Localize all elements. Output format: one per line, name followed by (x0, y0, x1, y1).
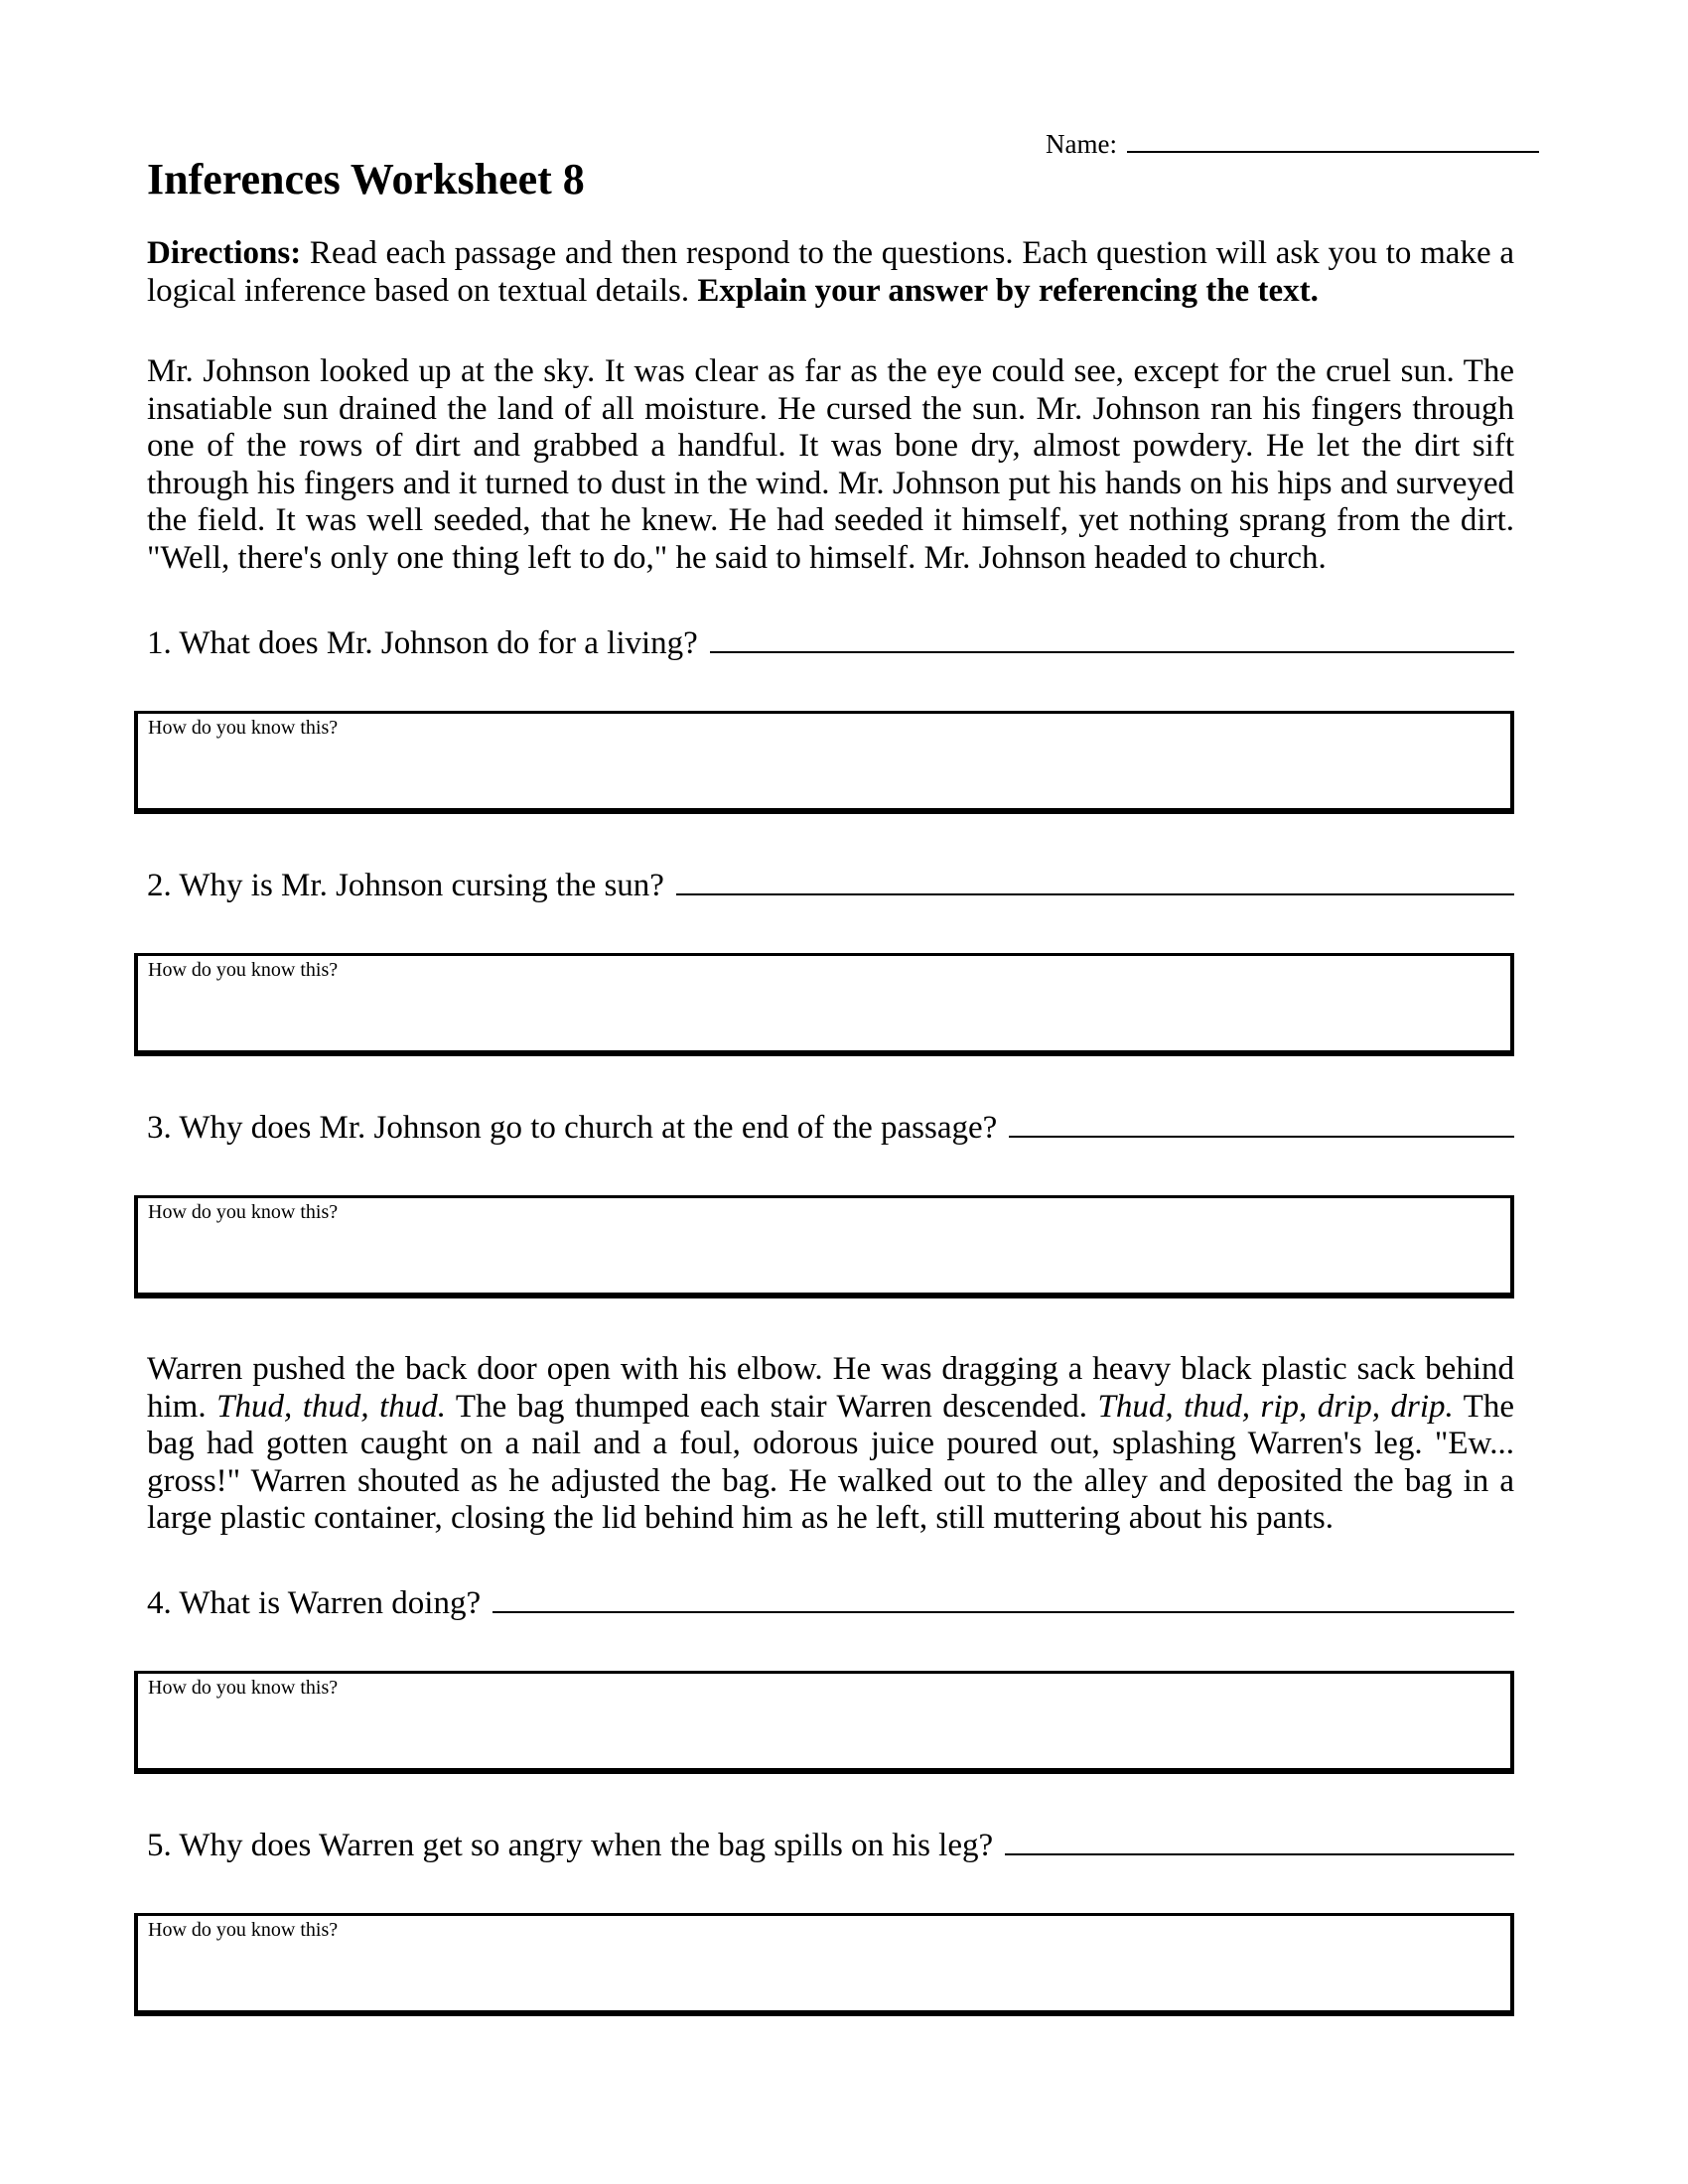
question-5-blank-line[interactable] (1005, 1820, 1514, 1855)
question-5 (147, 1820, 1514, 1867)
passage-2-segment: The bag thumped each stair Warren descended. (446, 1388, 1098, 1425)
directions-body: Read each passage and then respond to the questions. Each question will ask you to make a logical inference based on textual details. (147, 235, 1514, 309)
answer-box-4-label: How do you know this? (148, 1676, 339, 1699)
question-3 (147, 1102, 1514, 1150)
worksheet-title: Inferences Worksheet 8 (147, 155, 585, 204)
passage-1: Mr. Johnson looked up at the sky. It was clear as far as the eye could see, except for the cruel sun. The insatiable sun drained the land of all moisture. He cursed the sun. Mr. Johnson ran his fingers through one of the rows of dirt and grabbed a handful. It was bone dry, almost powdery. He let the dirt sift through his fingers and it turned to dust in the wind. Mr. Johnson put his hands on his hips and surveyed the field. It was well seeded, that he knew. He had seeded it himself, yet nothing sprang from the dirt. "Well, there's only one thing left to do," he said to himself. Mr. Johnson headed to church. (147, 353, 1514, 576)
answer-box-3-label: How do you know this? (148, 1201, 339, 1223)
question-2-blank-line[interactable] (676, 860, 1514, 895)
question-1-blank-line[interactable] (710, 617, 1514, 653)
question-1-text: 1. What does Mr. Johnson do for a living? (147, 625, 698, 661)
name-label: Name: (1046, 129, 1117, 159)
passage-2-segment: Warren pushed the back door open with his elbow. He was dragging a heavy black plastic sack behind him. (147, 1351, 1514, 1425)
directions-emphasis: Explain your answer by referencing the text. (697, 272, 1319, 309)
question-4-blank-line[interactable] (492, 1577, 1514, 1613)
answer-box-5[interactable] (134, 1913, 1514, 2016)
question-4 (147, 1577, 1514, 1625)
answer-box-1[interactable] (134, 711, 1514, 814)
question-4-text: 4. What is Warren doing? (147, 1584, 482, 1621)
answer-box-2[interactable] (134, 953, 1514, 1056)
worksheet-content (147, 0, 1514, 2016)
passage-2 (147, 1351, 1514, 1538)
question-2 (147, 860, 1514, 907)
directions-paragraph (147, 235, 1514, 310)
answer-box-5-label: How do you know this? (148, 1918, 339, 1941)
answer-box-2-label: How do you know this? (148, 959, 339, 981)
answer-box-3[interactable] (134, 1195, 1514, 1298)
question-1 (147, 617, 1514, 665)
directions-label: Directions: (147, 235, 302, 271)
passage-2-italic-segment: Thud, thud, thud. (216, 1388, 447, 1425)
question-5-text: 5. Why does Warren get so angry when the bag spills on his leg? (147, 1827, 994, 1863)
question-2-text: 2. Why is Mr. Johnson cursing the sun? (147, 868, 664, 903)
answer-box-4[interactable] (134, 1671, 1514, 1774)
passage-2-italic-segment: Thud, thud, rip, drip, drip. (1097, 1388, 1454, 1425)
answer-box-1-label: How do you know this? (148, 717, 339, 739)
question-3-text: 3. Why does Mr. Johnson go to church at the end of the passage? (147, 1110, 998, 1146)
passage-2-segment: The bag had gotten caught on a nail and a foul, odorous juice poured out, splashing Warren's leg. "Ew... gross!" Warren shouted as he adjusted the bag. He walked out to the alley and deposited the bag in a large plastic container, closing the lid behind him as he left, still muttering about his pants. (147, 1388, 1514, 1536)
question-3-blank-line[interactable] (1009, 1102, 1514, 1138)
